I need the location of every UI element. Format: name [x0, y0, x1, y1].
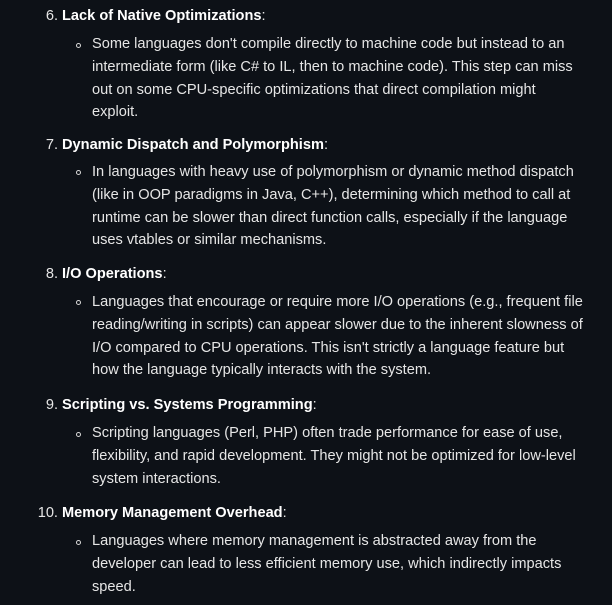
bullet-icon — [76, 170, 81, 175]
bullet-icon — [76, 300, 81, 305]
item-description — [92, 291, 612, 382]
item-title: I/O Operations: — [62, 266, 167, 282]
description-line: Languages where memory management is abstracted away from the — [92, 533, 537, 549]
bullet-icon — [76, 43, 81, 48]
item-description — [92, 530, 612, 598]
description-line: flexibility, and rapid development. They might not be optimized for low-level — [92, 447, 576, 464]
item-description — [92, 33, 612, 124]
item-number: 10. — [37, 505, 58, 521]
description-line: out on some CPU-specific optimizations that direct compilation might — [92, 81, 536, 98]
description-line: reading/writing in scripts) can appear slower due to the inherent slowness of — [92, 316, 583, 333]
description-line: developer can lead to less efficient memory use, which indirectly impacts — [92, 555, 562, 572]
bullet-icon — [76, 540, 81, 545]
bullet-icon — [76, 432, 81, 437]
description-line: Languages that encourage or require more I/O operations (e.g., frequent file — [92, 294, 583, 310]
item-number: 9. — [45, 397, 58, 413]
item-number: 7. — [45, 137, 58, 153]
description-line: system interactions. — [92, 470, 221, 487]
item-heading — [0, 394, 612, 416]
description-line: how the language typically interacts with the system. — [92, 362, 432, 379]
item-heading — [0, 134, 612, 156]
item-description — [92, 161, 612, 252]
item-title: Scripting vs. Systems Programming: — [62, 397, 317, 413]
item-description — [92, 422, 612, 490]
description-line: Scripting languages (Perl, PHP) often trade performance for ease of use, — [92, 425, 563, 441]
description-line: exploit. — [92, 104, 139, 121]
list-item-9 — [0, 394, 612, 487]
list-item-7 — [0, 134, 612, 249]
list-item-6 — [0, 5, 612, 121]
list-item-8 — [0, 263, 612, 379]
description-line: uses vtables or similar mechanisms. — [92, 232, 327, 249]
item-heading — [0, 502, 612, 524]
item-number: 8. — [45, 266, 58, 282]
item-heading — [0, 5, 612, 27]
description-line: In languages with heavy use of polymorphism or dynamic method dispatch — [92, 164, 574, 180]
item-number: 6. — [45, 8, 58, 24]
item-title: Dynamic Dispatch and Polymorphism: — [62, 137, 329, 153]
description-line: I/O compared to CPU operations. This isn't strictly a language feature but — [92, 339, 565, 356]
item-title: Lack of Native Optimizations: — [62, 8, 266, 24]
list-item-10 — [0, 502, 612, 595]
item-title: Memory Management Overhead: — [62, 505, 287, 521]
description-line: (like in OOP paradigms in Java, C++), determining which method to call at — [92, 186, 571, 203]
description-line: Some languages don't compile directly to machine code but instead to an — [92, 36, 565, 52]
description-line: speed. — [92, 578, 136, 595]
item-heading — [0, 263, 612, 285]
description-line: intermediate form (like C# to IL, then to machine code). This step can miss — [92, 58, 573, 75]
description-line: runtime can be slower than direct function calls, especially if the language — [92, 209, 568, 226]
